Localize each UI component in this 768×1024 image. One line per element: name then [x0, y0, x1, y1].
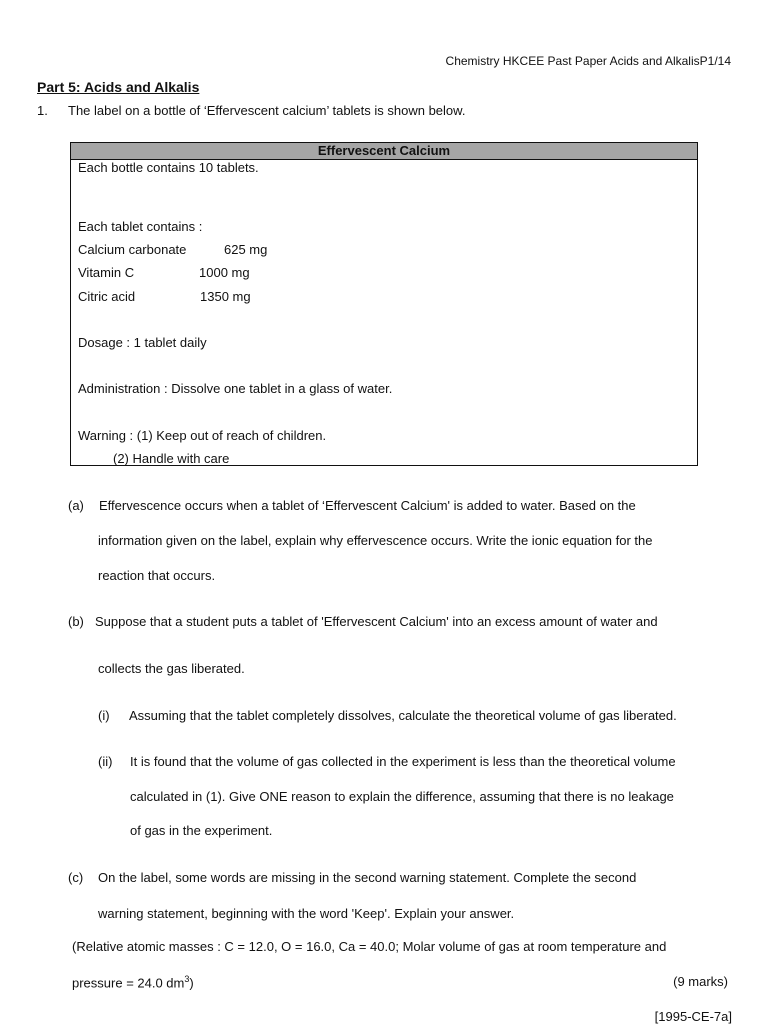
part-b-ii-line: calculated in (1). Give ONE reason to explain the difference, assuming that there is no leakage [130, 789, 674, 804]
label-each-tablet: Each tablet contains : [78, 219, 203, 234]
part-b-label: (b) [68, 614, 84, 629]
part-b-i-text: Assuming that the tablet completely dissolves, calculate the theoretical volume of gas liberated. [129, 708, 677, 723]
label-administration: Administration : Dissolve one tablet in a glass of water. [78, 381, 393, 396]
product-label-box [70, 142, 698, 466]
part-c-label: (c) [68, 870, 84, 885]
ingredient-amount: 1350 mg [200, 289, 251, 304]
part-a-line: information given on the label, explain why effervescence occurs. Write the ionic equation for the [98, 533, 653, 548]
part-c-line: On the label, some words are missing in the second warning statement. Complete the second [98, 870, 637, 885]
question-intro: The label on a bottle of ‘Effervescent calcium’ tablets is shown below. [68, 103, 466, 118]
question-number: 1. [37, 103, 48, 118]
part-b-ii-line: of gas in the experiment. [130, 823, 273, 838]
part-b-line: Suppose that a student puts a tablet of 'Effervescent Calcium' into an excess amount of water and [95, 614, 658, 629]
label-title: Effervescent Calcium [71, 143, 697, 160]
page-header: Chemistry HKCEE Past Paper Acids and AlkalisP1/14 [445, 54, 731, 68]
marks: (9 marks) [673, 974, 728, 989]
label-warning-2: (2) Handle with care [113, 451, 230, 466]
molar-volume-close: ) [189, 975, 194, 991]
part-b-i-label: (i) [98, 708, 110, 723]
ingredient-name: Citric acid [78, 289, 136, 304]
ingredient-name: Vitamin C [78, 265, 135, 280]
part-a-line: reaction that occurs. [98, 568, 216, 583]
molar-volume-text: pressure = 24.0 dm [72, 975, 185, 991]
part-c-line: warning statement, beginning with the word 'Keep'. Explain your answer. [98, 906, 515, 921]
part-b-ii-line: It is found that the volume of gas collected in the experiment is less than the theoretical volume [130, 754, 676, 769]
ingredient-name: Calcium carbonate [78, 242, 187, 257]
label-warning-1: Warning : (1) Keep out of reach of children. [78, 428, 327, 443]
part-title: Part 5: Acids and Alkalis [37, 79, 200, 95]
ingredient-amount: 1000 mg [199, 265, 250, 280]
part-a-label: (a) [68, 498, 84, 513]
molar-volume-exponent: 3 [184, 974, 190, 984]
relative-atomic-masses: (Relative atomic masses : C = 12.0, O = 16.0, Ca = 40.0; Molar volume of gas at room temperature and [72, 939, 667, 954]
part-a-line: Effervescence occurs when a tablet of ‘Effervescent Calcium' is added to water. Based on the [99, 498, 636, 513]
question-reference: [1995-CE-7a] [654, 1009, 732, 1024]
label-dosage: Dosage : 1 tablet daily [78, 335, 207, 350]
ingredient-amount: 625 mg [224, 242, 268, 257]
molar-volume-line [72, 974, 194, 990]
part-b-ii-label: (ii) [98, 754, 113, 769]
part-b-line: collects the gas liberated. [98, 661, 245, 676]
label-contents: Each bottle contains 10 tablets. [78, 160, 259, 175]
